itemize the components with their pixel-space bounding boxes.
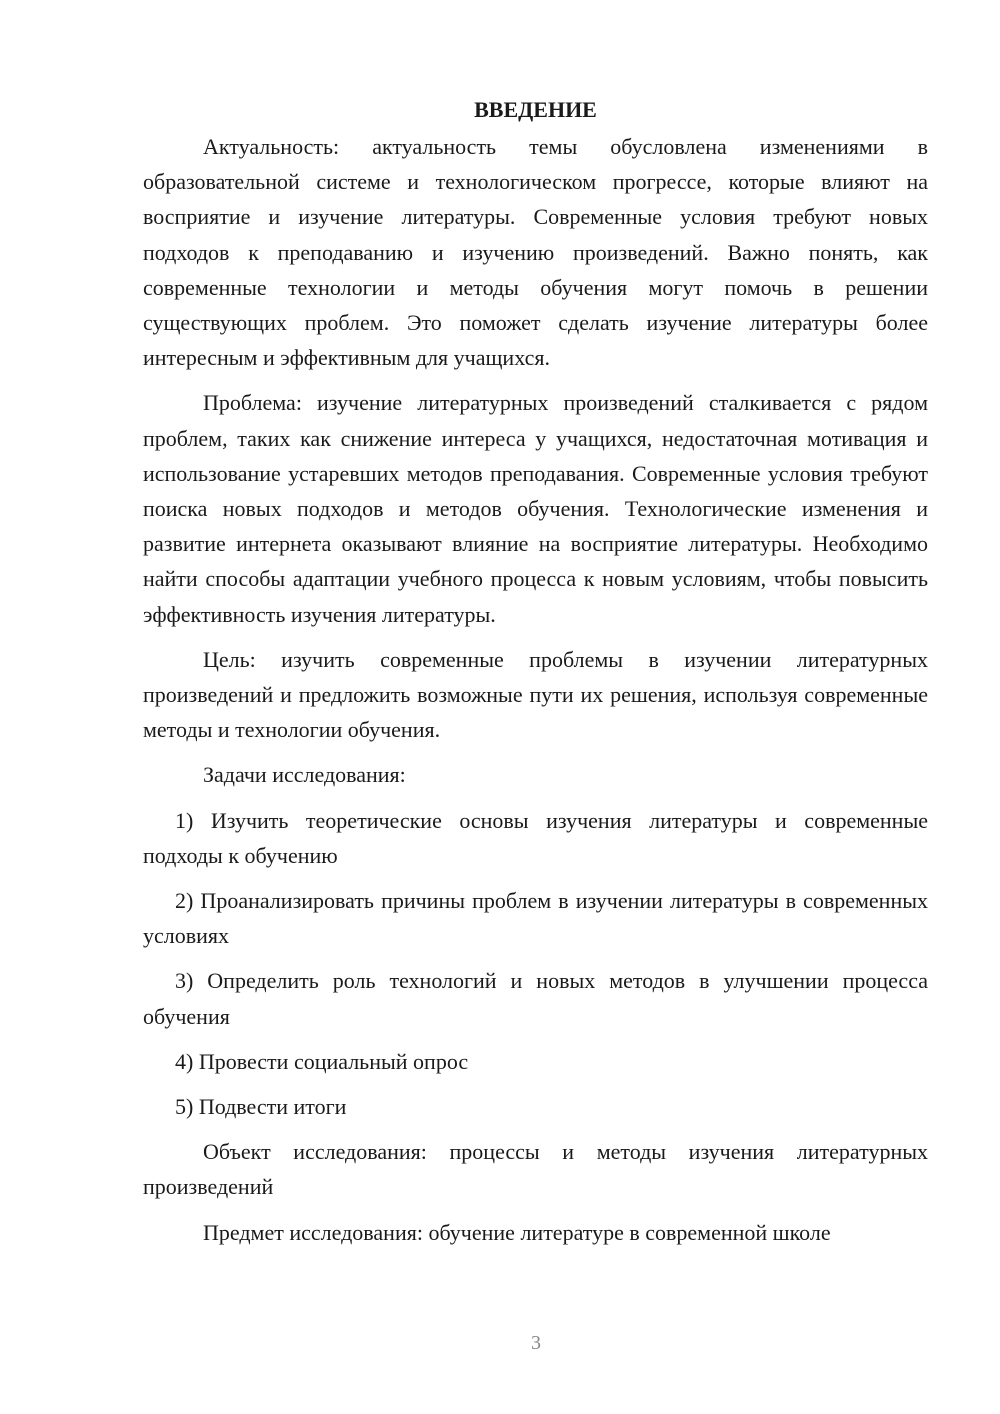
page-number: 3 [531,1332,541,1354]
tasks-heading: Задачи исследования: [203,762,406,788]
document-body [143,92,928,1260]
task-item-3: 3) Определить роль технологий и новых методов в улучшении процесса обучения [143,968,928,1029]
task-item-5: 5) Подвести итоги [175,1094,347,1120]
task-item-1: 1) Изучить теоретические основы изучения литературы и современные подходы к обучению [143,807,928,868]
goal-paragraph: Цель: изучить современные проблемы в изучении литературных произведений и предложить возможные пути их решения, используя современные методы и технологии обучения. [143,646,928,743]
object-paragraph: Объект исследования: процессы и методы изучения литературных произведений [143,1139,928,1200]
task-item-4: 4) Провести социальный опрос [175,1048,469,1074]
problem-paragraph: Проблема: изучение литературных произведений сталкивается с рядом проблем, таких как снижение интереса у учащихся, недостаточная мотивация и использование устаревших методов преподавания. Современные условия требуют поиска новых подходов и методов обучения. Технологические изменения и развитие интернета оказывают влияние на восприятие литературы. Необходимо найти способы адаптации учебного процесса к новым условиям, чтобы повысить эффективность изучения литературы. [143,390,928,627]
section-title: ВВЕДЕНИЕ [474,97,597,122]
task-item-2: 2) Проанализировать причины проблем в изучении литературы в современных условиях [143,888,928,949]
subject-paragraph: Предмет исследования: обучение литературе в современной школе [203,1219,831,1245]
relevance-paragraph: Актуальность: актуальность темы обусловлена изменениями в образовательной системе и технологическом прогрессе, которые влияют на восприятие и изучение литературы. Современные условия требуют новых подходов к преподаванию и изучению произведений. Важно понять, как современные технологии и методы обучения могут помочь в решении существующих проблем. Это поможет сделать изучение литературы более интересным и эффективным для учащихся. [143,134,928,371]
